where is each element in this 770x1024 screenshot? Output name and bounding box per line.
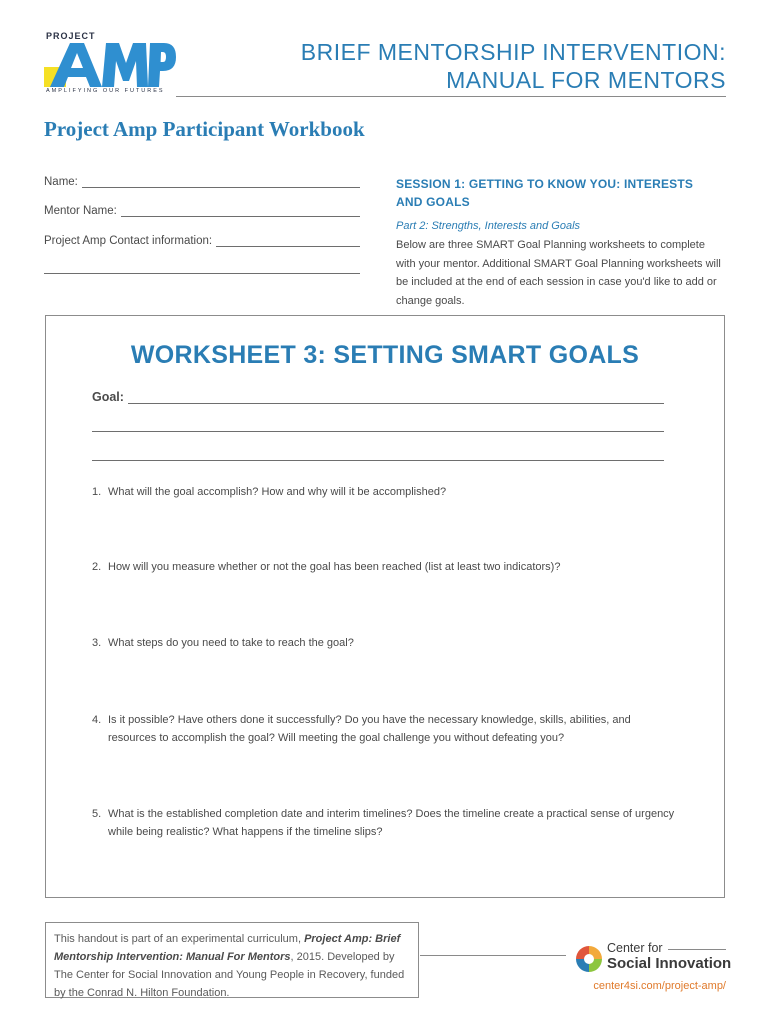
name-blank-line[interactable] bbox=[82, 177, 360, 188]
question-number: 1. bbox=[92, 486, 102, 498]
question-2 bbox=[92, 558, 682, 576]
question-text: How will you measure whether or not the goal has been reached (list at least two indicators)? bbox=[108, 561, 561, 573]
footer-note bbox=[45, 922, 419, 998]
footer-note-suffix: , 2015. Developed by The Center for Social Innovation and Young People in Recovery, funded by the Conrad N. Hilton Foundation. bbox=[54, 951, 405, 999]
logo-project-text: PROJECT bbox=[46, 31, 96, 41]
mentor-name-field[interactable] bbox=[44, 205, 360, 217]
logo-amp-mark bbox=[44, 41, 176, 87]
goal-field-line-3[interactable] bbox=[92, 449, 664, 461]
footer-divider-left bbox=[420, 955, 566, 956]
name-label: Name: bbox=[44, 176, 78, 188]
footer-note-title: Project Amp: Brief Mentorship Intervention: Manual For Mentors bbox=[54, 933, 401, 963]
question-text: What is the established completion date and interim timelines? Does the timeline create a practical sense of urgency while being realistic? What happens if the timeline slips? bbox=[108, 808, 675, 838]
session-heading-line2: AND GOALS bbox=[396, 195, 470, 209]
csi-logo-icon bbox=[574, 944, 604, 974]
manual-title bbox=[286, 38, 726, 94]
question-number: 2. bbox=[92, 561, 102, 573]
project-amp-logo bbox=[44, 31, 176, 99]
session-subheading: Part 2: Strengths, Interests and Goals bbox=[396, 220, 581, 232]
question-text: What steps do you need to take to reach the goal? bbox=[108, 637, 354, 649]
contact-field[interactable] bbox=[44, 235, 360, 247]
question-number: 4. bbox=[92, 714, 102, 726]
goal-blank-line-2[interactable] bbox=[92, 420, 664, 432]
contact-blank-line[interactable] bbox=[216, 236, 360, 247]
name-field[interactable] bbox=[44, 176, 360, 188]
question-1 bbox=[92, 483, 682, 501]
question-4 bbox=[92, 711, 682, 747]
csi-name-main: Social Innovation bbox=[607, 955, 732, 972]
footer-divider-right bbox=[668, 949, 726, 950]
manual-title-line1: BRIEF MENTORSHIP INTERVENTION: bbox=[300, 39, 726, 65]
csi-url-link[interactable]: center4si.com/project-amp/ bbox=[593, 980, 726, 992]
question-number: 5. bbox=[92, 808, 102, 820]
contact-extra-blank-line[interactable] bbox=[44, 263, 360, 274]
mentor-name-blank-line[interactable] bbox=[121, 206, 360, 217]
question-5 bbox=[92, 805, 682, 841]
worksheet-title: WORKSHEET 3: SETTING SMART GOALS bbox=[130, 341, 640, 369]
session-heading-line1: SESSION 1: GETTING TO KNOW YOU: INTERESTS bbox=[396, 177, 694, 191]
goal-field[interactable] bbox=[92, 390, 664, 404]
worksheet-box bbox=[45, 315, 725, 898]
session-body: Below are three SMART Goal Planning worksheets to complete with your mentor. Additional SMART Goal Planning worksheets will be included at the end of each session in case you'd like to add or change goals. bbox=[396, 239, 721, 307]
csi-name-top: Center for bbox=[607, 941, 663, 955]
question-number: 3. bbox=[92, 637, 102, 649]
contact-extra-field[interactable] bbox=[44, 263, 360, 274]
goal-label: Goal: bbox=[92, 390, 124, 404]
goal-blank-line-1[interactable] bbox=[128, 392, 664, 404]
manual-title-line2: MANUAL FOR MENTORS bbox=[446, 67, 726, 93]
footer-note-prefix: This handout is part of an experimental curriculum, bbox=[54, 933, 305, 945]
session-heading bbox=[396, 175, 726, 211]
workbook-title: Project Amp Participant Workbook bbox=[44, 117, 365, 141]
goal-field-line-2[interactable] bbox=[92, 420, 664, 432]
question-text: Is it possible? Have others done it successfully? Do you have the necessary knowledge, skills, abilities, and resources to accomplish the goal? Will meeting the goal challenge you without defeating you? bbox=[108, 714, 631, 744]
session-info bbox=[396, 175, 726, 310]
question-text: What will the goal accomplish? How and why will it be accomplished? bbox=[108, 486, 447, 498]
contact-label: Project Amp Contact information: bbox=[44, 235, 213, 247]
header-divider bbox=[176, 96, 726, 97]
question-3 bbox=[92, 634, 682, 652]
mentor-name-label: Mentor Name: bbox=[44, 205, 117, 217]
goal-blank-line-3[interactable] bbox=[92, 449, 664, 461]
logo-tagline: AMPLIFYING OUR FUTURES bbox=[46, 88, 165, 94]
